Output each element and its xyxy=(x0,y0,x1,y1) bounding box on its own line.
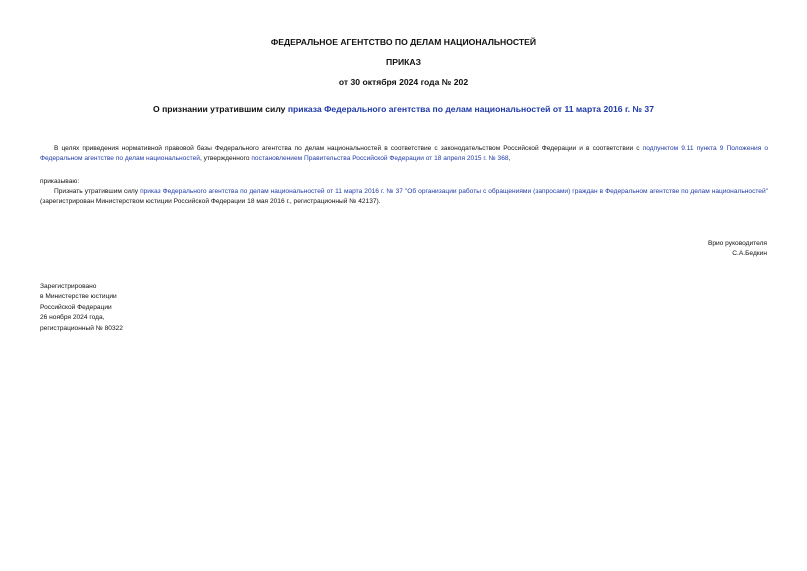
title-prefix: О признании утратившим силу xyxy=(153,104,288,114)
preamble-text-3: , xyxy=(508,155,511,163)
preamble-text-2: , утвержденного xyxy=(199,155,252,163)
preamble-text-1: В целях приведения нормативной правовой базы Федерального агентства по делам национальностей в соответствие с законодательством Российской Федерации и в соответствии с xyxy=(54,145,643,152)
order-word: приказываю: xyxy=(40,178,80,185)
signature-position: Врио руководителя xyxy=(707,240,767,247)
preamble-paragraph xyxy=(40,144,768,165)
document-date-number: от 30 октября 2024 года № 202 xyxy=(338,77,469,87)
order-body-text-2: (зарегистрирован Министерством юстиции Российской Федерации 18 мая 2016 г., регистрационный № 42137). xyxy=(40,198,381,206)
signature-block xyxy=(708,239,767,260)
order-body-link[interactable]: приказ Федерального агентства по делам национальностей от 11 марта 2016 г. № 37 "Об организации работы с обращениями (запросами) граждан в Федеральном агентстве по делам национальностей" xyxy=(140,188,769,195)
preamble-link-regulation[interactable]: подпунктом 9.11 пункта 9 Положения о Федеральном агентстве по делам национальностей xyxy=(40,145,768,163)
registration-line: 26 ноября 2024 года, xyxy=(40,314,105,322)
registration-line: регистрационный № 80322 xyxy=(40,324,123,332)
registration-line: Зарегистрировано xyxy=(40,283,97,290)
order-body-text-1: Признать утратившим силу xyxy=(54,188,141,195)
registration-block xyxy=(40,282,123,334)
title-link[interactable]: приказа Федерального агентства по делам национальностей от 11 марта 2016 г. № 37 xyxy=(287,104,654,114)
document-title xyxy=(0,104,807,114)
registration-line: в Министерстве юстиции xyxy=(40,293,117,301)
document-type: ПРИКАЗ xyxy=(386,57,421,67)
preamble-link-resolution[interactable]: постановлением Правительства Российской Федерации от 18 апреля 2015 г. № 368 xyxy=(251,155,509,163)
agency-name: ФЕДЕРАЛЬНОЕ АГЕНТСТВО ПО ДЕЛАМ НАЦИОНАЛЬНОСТЕЙ xyxy=(270,37,537,47)
order-body-paragraph xyxy=(40,187,768,208)
signature-name: С.А.Бедкин xyxy=(732,250,767,258)
registration-line: Российской Федерации xyxy=(40,303,112,311)
